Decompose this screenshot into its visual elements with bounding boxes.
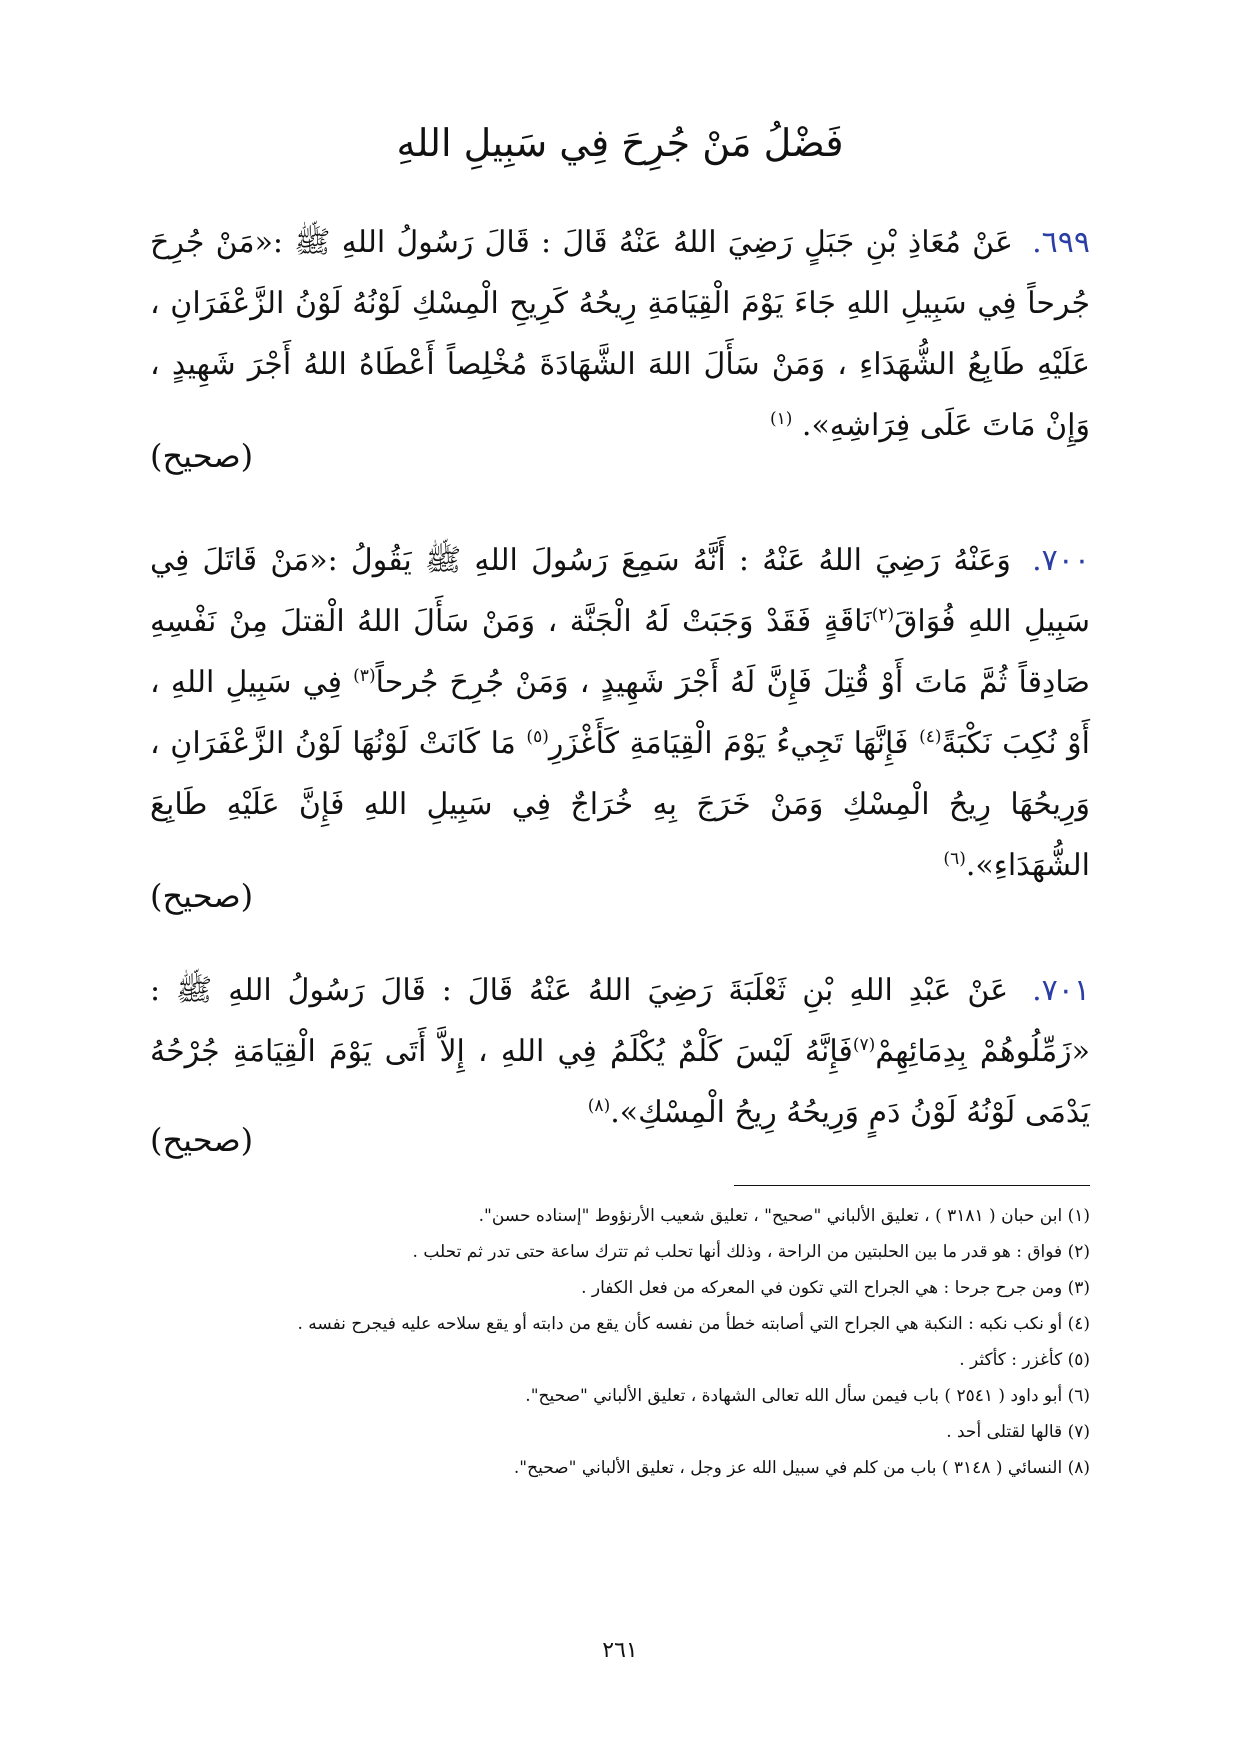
hadith-grade: (صحيح) xyxy=(150,437,254,475)
footnote-ref[interactable]: (٢) xyxy=(871,605,895,625)
hadith-699 xyxy=(150,212,1090,456)
hadith-number: ٦٩٩. xyxy=(1032,225,1090,260)
hadith-text: وَعَنْهُ رَضِيَ اللهُ عَنْهُ : أَنَّهُ سَمِعَ رَسُولَ اللهِ ﷺ يَقُولُ :«مَنْ قَاتَلَ فِي سَبِيلِ اللهِ فُوَاقَ xyxy=(150,543,1090,639)
hadith-number: ٧٠١. xyxy=(1032,973,1090,1008)
footnote-ref[interactable]: (٤) xyxy=(919,727,942,747)
page-number: ٢٦١ xyxy=(602,1638,638,1663)
footnote-ref[interactable]: (٨) xyxy=(587,1096,611,1116)
page-title: فَضْلُ مَنْ جُرِحَ فِي سَبِيلِ اللهِ xyxy=(396,121,844,165)
hadith-text: عَنْ مُعَاذِ بْنِ جَبَلٍ رَضِيَ اللهُ عَنْهُ قَالَ : قَالَ رَسُولُ اللهِ ﷺ :«مَنْ جُرِحَ جُرحاً فِي سَبِيلِ اللهِ جَاءَ يَوْمَ الْقِيَامَةِ رِيحُهُ كَرِيحِ الْمِسْكِ لَوْنُهُ لَوْنُ الزَّعْفَرَانِ ، عَلَيْهِ طَابِعُ الشُّهَدَاءِ ، وَمَنْ سَأَلَ اللهَ الشَّهَادَةَ مُخْلِصاً أَعْطَاهُ اللهُ أَجْرَ شَهِيدٍ ، وَإِنْ مَاتَ عَلَى فِرَاشِهِ». xyxy=(150,225,1090,443)
hadith-701 xyxy=(150,960,1090,1143)
hadith-text: نَاقَةٍ فَقَدْ وَجَبَتْ لَهُ الْجَنَّة ، وَمَنْ سَأَلَ اللهُ الْقتلَ مِنْ نَفْسِهِ صَادِقاً ثُمَّ مَاتَ أَوْ قُتِلَ فَإِنَّ لَهُ أَجْرَ شَهِيدٍ ، وَمَنْ جُرِحَ جُرحاً xyxy=(150,604,1090,700)
footnote: (٤) أو نكب نكبه : النكبة هي الجراح التي أصابته خطأ من نفسه كأن يقع من دابته أو يقع سلاحه عليه فيجرح نفسه . xyxy=(297,1314,1090,1334)
footnote-ref[interactable]: (٥) xyxy=(526,727,549,747)
hadith-grade: (صحيح) xyxy=(150,1121,254,1159)
footnote: (١) ابن حبان ( ٣١٨١ ) ، تعليق الألباني "صحيح" ، تعليق شعيب الأرنؤوط "إسناده حسن". xyxy=(478,1206,1090,1226)
hadith-text: عَنْ عَبْدِ اللهِ بْنِ ثَعْلَبَةَ رَضِيَ اللهُ عَنْهُ قَالَ : قَالَ رَسُولُ اللهِ ﷺ : «زَمِّلُوهُمْ بِدِمَائِهِمْ xyxy=(150,973,1090,1069)
footnote: (٧) قالها لقتلى أحد . xyxy=(946,1422,1090,1442)
footnote-separator xyxy=(734,1185,1090,1186)
hadith-text: فَإِنَّهُ لَيْسَ كَلْمٌ يُكْلَمُ فِي اللهِ ، إِلاَّ أَتَى يَوْمَ الْقِيَامَةِ جُرْحُهُ يَدْمَى لَوْنُهُ لَوْنُ دَمٍ وَرِيحُهُ رِيحُ الْمِسْكِ». xyxy=(150,1034,1090,1130)
hadith-700 xyxy=(150,530,1090,896)
footnote-ref[interactable]: (١) xyxy=(769,409,793,429)
hadith-text: فَإِنَّهَا تَجِيءُ يَوْمَ الْقِيَامَةِ كَأَغْزَرِ xyxy=(548,726,909,761)
footnote-ref[interactable]: (٣) xyxy=(353,666,376,686)
hadith-number: ٧٠٠. xyxy=(1032,543,1090,578)
footnotes-section xyxy=(150,1198,1090,1486)
hadith-text: فِي سَبِيلِ اللهِ ، أَوْ نُكِبَ نَكْبَةً xyxy=(150,665,1090,761)
footnote: (٦) أبو داود ( ٢٥٤١ ) باب فيمن سأل الله تعالى الشهادة ، تعليق الألباني "صحيح". xyxy=(525,1386,1090,1406)
footnote: (٥) كأغزر : كأكثر . xyxy=(959,1350,1090,1370)
hadith-text: مَا كَانَتْ لَوْنُهَا لَوْنُ الزَّعْفَرَانِ ، وَرِيحُهَا رِيحُ الْمِسْكِ وَمَنْ خَرَجَ بِهِ خُرَاجٌ فِي سَبِيلِ اللهِ فَإِنَّ عَلَيْهِ طَابِعَ الشُّهَدَاءِ». xyxy=(150,726,1090,883)
footnote: (٨) النسائي ( ٣١٤٨ ) باب من كلم في سبيل الله عز وجل ، تعليق الألباني "صحيح". xyxy=(513,1458,1090,1478)
footnote-ref[interactable]: (٦) xyxy=(943,849,966,869)
footnote: (٢) فواق : هو قدر ما بين الحلبتين من الراحة ، وذلك أنها تحلب ثم تترك ساعة حتى تدر ثم تحلب . xyxy=(412,1242,1090,1262)
hadith-grade: (صحيح) xyxy=(150,877,254,915)
footnote-ref[interactable]: (٧) xyxy=(852,1035,876,1055)
footnote: (٣) ومن جرح جرحا : هي الجراح التي تكون في المعركه من فعل الكفار . xyxy=(581,1278,1090,1298)
